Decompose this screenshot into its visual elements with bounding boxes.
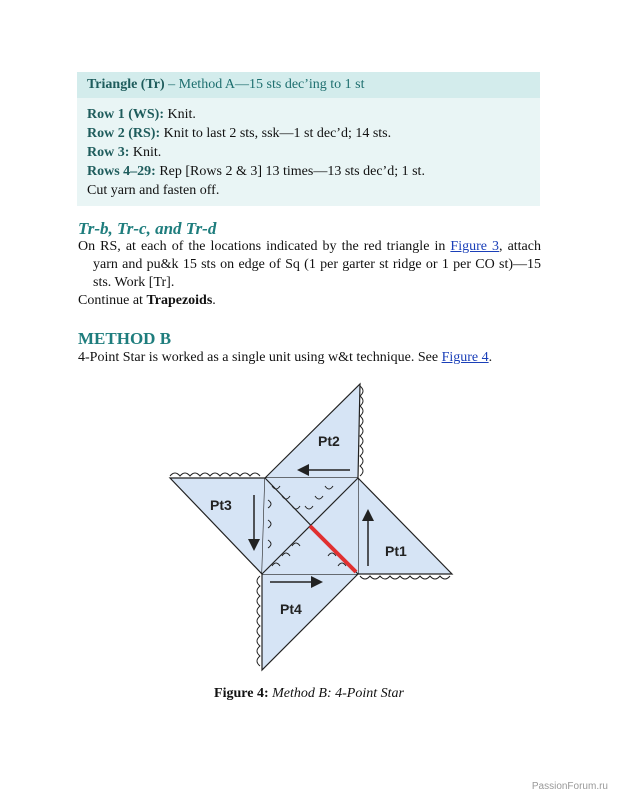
section1-paragraph — [78, 238, 541, 292]
row-text: Knit. — [164, 107, 196, 122]
sidebar-final: Cut yarn and fasten off. — [87, 183, 220, 198]
section1-body — [78, 238, 541, 310]
text-run: Continue at — [78, 293, 147, 308]
figure-4-link[interactable]: Figure 4 — [441, 350, 489, 365]
instruction-sidebar — [77, 72, 540, 206]
point-pt4-shape — [262, 574, 358, 670]
figure-3-link[interactable]: Figure 3 — [450, 239, 500, 254]
caption-bold: Figure 4: — [214, 686, 269, 701]
trapezoids-bold: Trapezoids — [146, 293, 213, 308]
caption-italic: Method B: 4-Point Star — [268, 686, 404, 701]
scalloped-edge — [257, 576, 260, 666]
label-pt2: Pt2 — [318, 433, 340, 449]
section1-continue — [78, 292, 541, 310]
sidebar-title-bold: Triangle (Tr) — [87, 77, 165, 92]
row-label: Row 2 (RS): — [87, 126, 161, 141]
point-pt1-shape — [358, 478, 452, 574]
text-run: . — [488, 350, 493, 365]
sidebar-title-rest: – Method A—15 sts dec’ing to 1 st — [164, 77, 365, 92]
label-pt4: Pt4 — [280, 601, 302, 617]
star-figure — [160, 380, 460, 685]
row-label: Row 1 (WS): — [87, 107, 164, 122]
section-title-tr: Tr-b, Tr-c, and Tr-d — [78, 219, 217, 238]
row-text: Knit to last 2 sts, ssk—1 st dec’d; 14 sts. — [160, 126, 392, 141]
text-run: 4-Point Star is worked as a single unit using w&t technique. See — [78, 350, 442, 365]
sidebar-row — [87, 143, 530, 162]
sidebar-header — [77, 72, 540, 98]
sidebar-body — [77, 98, 540, 206]
label-pt1: Pt1 — [385, 543, 407, 559]
row-label: Row 3: — [87, 145, 130, 160]
scalloped-edge — [360, 576, 450, 579]
text-run: , attach yarn and pu&k 15 sts on edge of Sq (1 per garter st ridge or 1 per CO st)—15 sts. Work [Tr]. — [93, 239, 541, 290]
row-text: Knit. — [129, 145, 162, 160]
section2-paragraph — [78, 349, 541, 367]
four-point-star-diagram — [160, 380, 460, 680]
text-run: . — [212, 293, 216, 308]
watermark: PassionForum.ru — [531, 781, 608, 792]
row-label: Rows 4–29: — [87, 164, 156, 179]
label-pt3: Pt3 — [210, 497, 232, 513]
section-title-method-b: METHOD B — [78, 329, 172, 348]
point-pt2-shape — [265, 384, 360, 478]
sidebar-row — [87, 162, 530, 181]
sidebar-row — [87, 105, 530, 124]
row-text: Rep [Rows 2 & 3] 13 times—13 sts dec’d; 1 st. — [155, 164, 425, 179]
figure-caption — [0, 686, 618, 702]
text-run: On RS, at each of the locations indicated by the red triangle in — [78, 239, 451, 254]
scalloped-edge — [360, 386, 363, 476]
sidebar-row — [87, 124, 530, 143]
scalloped-edge — [170, 473, 260, 476]
point-pt3-shape — [170, 478, 265, 574]
